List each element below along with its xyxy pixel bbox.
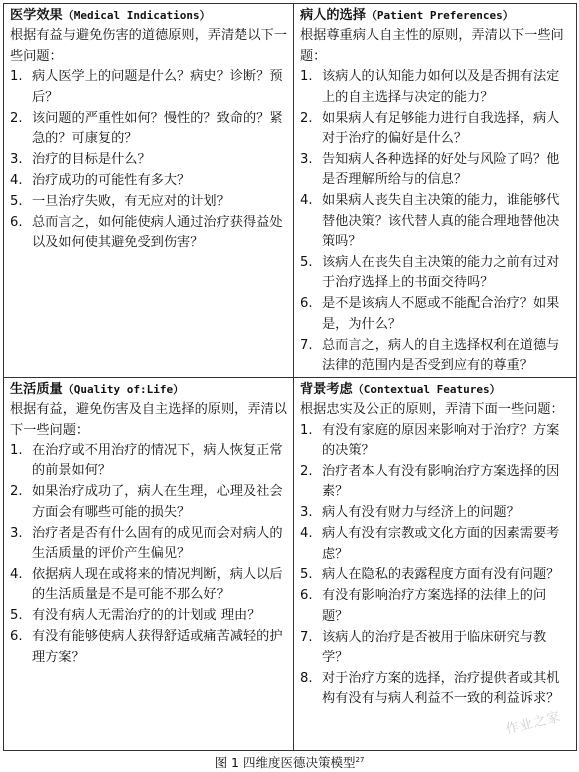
item-text: 有没有家庭的原因来影响对于治疗？方案的决策？ xyxy=(322,422,560,459)
item-text: 在治疗或不用治疗的情况下，病人恢复正常的前景如何？ xyxy=(32,443,283,479)
cell-intro: 根据有益与避免伤害的道德原则，弄清楚以下一些问题： xyxy=(10,28,287,64)
item-number: 8. xyxy=(300,671,313,686)
cell-intro: 根据有益，避免伤害及自主选择的原则，弄清以下一些问题： xyxy=(10,402,287,438)
cell-heading xyxy=(10,380,289,400)
cell-quality-of-life xyxy=(4,377,294,750)
figure-caption xyxy=(0,751,579,772)
item-text: 该病人的治疗是否被用于临床研究与教学？ xyxy=(322,629,547,666)
list-item xyxy=(10,109,289,150)
item-number: 4. xyxy=(300,526,313,542)
item-text: 治疗的目标是什么？ xyxy=(32,151,151,167)
list-item xyxy=(300,586,572,627)
cell-heading xyxy=(300,380,572,400)
heading-zh: 医学效果 xyxy=(10,8,63,23)
item-text: 告知病人各种选择的好处与风险了吗？他是否理解所给与的信息？ xyxy=(322,151,560,188)
item-text: 病人在隐私的表露程度方面有没有问题？ xyxy=(322,567,560,583)
list-item xyxy=(300,421,572,462)
item-text: 病人有没有财力与经济上的问题？ xyxy=(322,505,520,521)
list-item xyxy=(300,628,572,669)
item-number: 3. xyxy=(10,525,23,541)
item-text: 病人医学上的问题是什么？病史？诊断？预后？ xyxy=(32,69,283,105)
item-number: 1. xyxy=(300,69,313,85)
list-item xyxy=(300,191,572,252)
item-number: 3. xyxy=(10,151,23,167)
cell-medical-indications xyxy=(4,4,294,378)
item-text: 病人有没有宗教或文化方面的因素需要考虑？ xyxy=(322,526,560,562)
item-text: 有没有影响治疗方案选择的法律上的问题？ xyxy=(322,588,547,624)
item-number: 6. xyxy=(300,296,313,312)
item-text: 如果治疗成功了，病人在生理，心理及社会方面会有哪些可能的损失？ xyxy=(32,484,283,520)
list-item xyxy=(300,253,572,294)
item-text: 是不是该病人不愿或不能配合治疗？如果是，为什么？ xyxy=(322,296,560,332)
question-list xyxy=(10,441,289,668)
heading-en: （Contextual Features） xyxy=(352,382,501,396)
item-text: 治疗者本人有没有影响治疗方案选择的因素？ xyxy=(322,463,560,500)
item-number: 1. xyxy=(10,443,23,459)
item-text: 该病人在丧失自主决策的能力之前有过对于治疗选择上的书面交待吗？ xyxy=(322,254,560,291)
list-item xyxy=(10,171,289,191)
item-text: 治疗成功的可能性有多大？ xyxy=(32,172,191,188)
item-number: 4. xyxy=(10,566,23,582)
item-number: 4. xyxy=(10,172,23,188)
cell-heading xyxy=(10,6,289,26)
item-number: 5. xyxy=(10,193,23,209)
item-text: 如果病人丧失自主决策的能力，谁能够代替他决策？该代替人真的能合理地替他决策吗？ xyxy=(322,193,560,249)
item-text: 有没有病人无需治疗的的计划或 理由？ xyxy=(32,608,261,624)
list-item xyxy=(10,482,289,523)
list-item xyxy=(10,441,289,482)
question-list xyxy=(10,67,289,253)
item-text: 治疗者是否有什么固有的成见而会对病人的生活质量的评价产生偏见？ xyxy=(32,525,283,562)
list-item xyxy=(10,606,289,626)
cell-intro: 根据尊重病人自主性的原则，弄清以下一些问题： xyxy=(300,28,564,64)
item-text: 一旦治疗失败，有无应对的计划？ xyxy=(32,193,230,209)
cell-heading xyxy=(300,6,572,26)
item-number: 2. xyxy=(10,110,23,126)
item-number: 2. xyxy=(300,110,313,126)
cell-contextual-features xyxy=(294,377,577,750)
list-item xyxy=(300,67,572,108)
question-list xyxy=(300,67,572,376)
item-number: 5. xyxy=(300,567,313,583)
list-item xyxy=(10,524,289,565)
item-number: 5. xyxy=(300,254,313,270)
list-item xyxy=(10,627,289,668)
list-item xyxy=(10,150,289,170)
list-item xyxy=(300,669,572,710)
list-item xyxy=(10,67,289,108)
item-number: 4. xyxy=(300,193,313,209)
item-text: 如果病人有足够能力进行自我选择，病人对于治疗的偏好是什么？ xyxy=(322,110,560,146)
watermark: 作业之家 xyxy=(504,709,563,738)
item-number: 3. xyxy=(300,505,313,521)
caption-text: 图 1 四维度医德决策模型 xyxy=(214,755,356,771)
item-number: 2. xyxy=(300,463,313,479)
cell-patient-preferences xyxy=(294,4,577,378)
list-item xyxy=(300,150,572,191)
four-dimension-table xyxy=(3,3,577,751)
list-item xyxy=(300,524,572,565)
list-item xyxy=(10,565,289,606)
item-text: 该病人的认知能力如何以及是否拥有法定上的自主选择与决定的能力？ xyxy=(322,69,560,105)
heading-zh: 生活质量 xyxy=(10,381,63,397)
item-text: 有没有能够使病人获得舒适或痛苦减轻的护理方案？ xyxy=(32,629,283,665)
item-number: 3. xyxy=(300,151,313,167)
list-item xyxy=(300,109,572,150)
list-item xyxy=(300,294,572,335)
heading-zh: 病人的选择 xyxy=(300,8,366,23)
heading-zh: 背景考虑 xyxy=(300,381,353,397)
item-number: 2. xyxy=(10,484,23,500)
item-text: 对于治疗方案的选择，治疗提供者或其机构有没有与病人利益不一致的利益诉求？ xyxy=(322,671,560,707)
item-number: 7. xyxy=(300,337,313,353)
list-item xyxy=(10,213,289,254)
list-item xyxy=(300,462,572,503)
heading-en: （Quality of:Life） xyxy=(62,382,185,396)
item-number: 6. xyxy=(10,629,23,645)
item-text: 总而言之，如何能使病人通过治疗获得益处以及如何使其避免受到伤害？ xyxy=(32,214,283,250)
item-text: 依据病人现在或将来的情况判断，病人以后的生活质量是不是可能不那么好？ xyxy=(32,566,283,603)
list-item xyxy=(300,565,572,585)
item-number: 7. xyxy=(300,629,313,645)
caption-ref: 27 xyxy=(355,756,365,764)
item-number: 6. xyxy=(10,214,23,230)
item-number: 1. xyxy=(10,69,23,85)
item-text: 该问题的严重性如何？慢性的？致命的？紧急的？可康复的？ xyxy=(32,110,283,146)
item-number: 6. xyxy=(300,588,313,604)
list-item xyxy=(10,192,289,212)
heading-en: （Patient Preferences） xyxy=(365,9,514,22)
cell-intro: 根据忠实及公正的原则，弄清下面一些问题： xyxy=(300,402,564,418)
list-item xyxy=(300,336,572,377)
item-number: 1. xyxy=(300,422,313,438)
heading-en: （Medical Indications） xyxy=(62,9,211,22)
item-text: 总而言之，病人的自主选择权利在道德与法律的范围内是否受到应有的尊重？ xyxy=(322,337,560,373)
item-number: 5. xyxy=(10,608,23,624)
question-list xyxy=(300,421,572,710)
list-item xyxy=(300,503,572,523)
